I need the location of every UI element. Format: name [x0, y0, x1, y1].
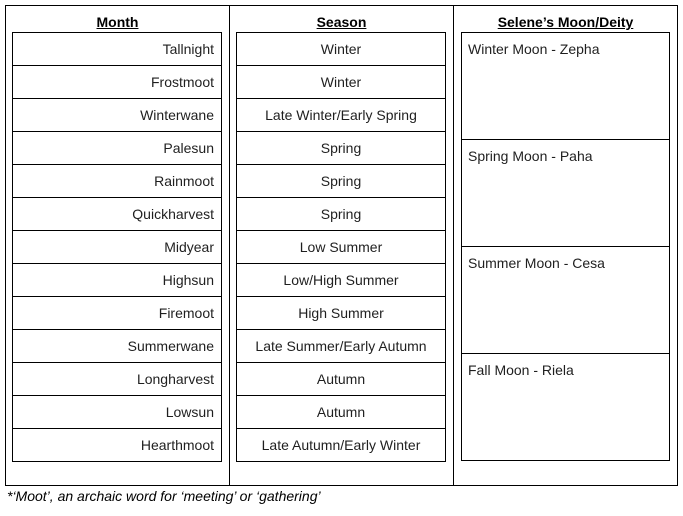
month-cell: Winterwane — [13, 99, 221, 132]
footnote: *‘Moot’, an archaic word for ‘meeting’ or ‘gathering’ — [7, 488, 321, 504]
season-column — [236, 32, 446, 462]
column-divider — [229, 6, 230, 485]
season-header: Season — [316, 14, 367, 30]
season-cell: Spring — [237, 165, 445, 198]
month-cell: Summerwane — [13, 330, 221, 363]
season-cell: Late Winter/Early Spring — [237, 99, 445, 132]
season-cell: Low/High Summer — [237, 264, 445, 297]
moon-header: Selene’s Moon/Deity — [497, 14, 634, 30]
season-cell: Spring — [237, 132, 445, 165]
season-cell: Winter — [237, 66, 445, 99]
moon-cell: Winter Moon - Zepha — [462, 33, 669, 140]
month-header: Month — [96, 14, 139, 30]
month-column — [12, 32, 222, 462]
month-cell: Midyear — [13, 231, 221, 264]
season-cell: Winter — [237, 33, 445, 66]
moon-cell: Summer Moon - Cesa — [462, 247, 669, 354]
month-cell: Frostmoot — [13, 66, 221, 99]
season-cell: High Summer — [237, 297, 445, 330]
month-cell: Tallnight — [13, 33, 221, 66]
season-cell: Late Autumn/Early Winter — [261, 437, 421, 453]
month-cell: Hearthmoot — [140, 437, 214, 453]
month-cell: Palesun — [13, 132, 221, 165]
season-cell: Autumn — [237, 396, 445, 429]
season-cell: Spring — [237, 198, 445, 231]
column-divider — [453, 6, 454, 485]
moon-cell: Fall Moon - Riela — [468, 362, 574, 378]
season-cell: Autumn — [237, 363, 445, 396]
month-cell: Lowsun — [13, 396, 221, 429]
moon-column — [461, 32, 670, 461]
month-cell: Rainmoot — [13, 165, 221, 198]
month-cell: Longharvest — [13, 363, 221, 396]
season-cell: Low Summer — [237, 231, 445, 264]
month-cell: Firemoot — [13, 297, 221, 330]
moon-cell: Spring Moon - Paha — [462, 140, 669, 247]
month-cell: Highsun — [13, 264, 221, 297]
month-cell: Quickharvest — [13, 198, 221, 231]
season-cell: Late Summer/Early Autumn — [237, 330, 445, 363]
calendar-table — [5, 5, 678, 486]
